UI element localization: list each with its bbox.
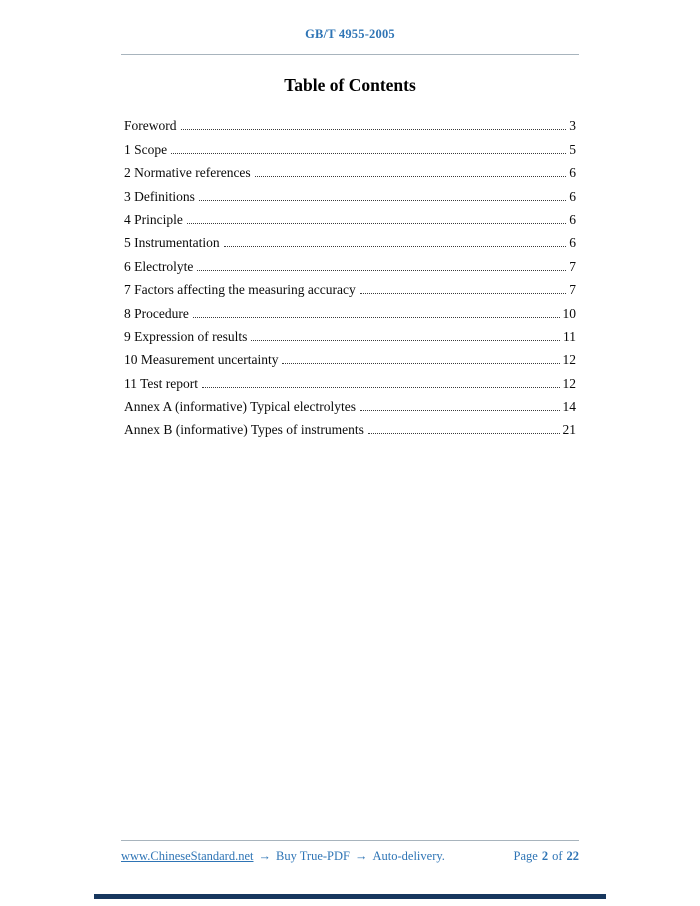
toc-entry-title: 4 Principle xyxy=(124,211,183,227)
toc-page-number: 10 xyxy=(562,305,576,321)
footer-divider xyxy=(121,840,579,841)
toc-entry-title: 8 Procedure xyxy=(124,305,189,321)
toc-leader-dots xyxy=(255,176,567,177)
toc-leader-dots xyxy=(251,340,560,341)
footer-page-indicator xyxy=(514,849,579,864)
header-divider xyxy=(121,54,579,55)
toc-leader-dots xyxy=(197,270,566,271)
toc-entry-title: 1 Scope xyxy=(124,141,168,157)
toc-entry-title: 6 Electrolyte xyxy=(124,258,194,274)
toc-page-number: 7 xyxy=(569,282,576,298)
toc-leader-dots xyxy=(224,246,567,247)
toc-row[interactable] xyxy=(124,134,576,157)
toc-row[interactable] xyxy=(124,322,576,345)
arrow-right-icon: → xyxy=(258,849,271,863)
footer-page-label: Page xyxy=(513,849,538,863)
toc-page-number: 14 xyxy=(562,399,576,415)
toc-leader-dots xyxy=(181,129,567,130)
toc-page-number: 21 xyxy=(562,422,576,438)
toc-leader-dots xyxy=(187,223,566,224)
toc-leader-dots xyxy=(360,293,566,294)
toc-row[interactable] xyxy=(124,415,576,438)
toc-page-number: 7 xyxy=(569,258,576,274)
toc-row[interactable] xyxy=(124,368,576,391)
toc-page-number: 12 xyxy=(562,352,576,368)
page-bottom-edge xyxy=(94,894,606,899)
footer-buy-text: Buy True-PDF xyxy=(276,849,350,863)
toc-entry-title: 3 Definitions xyxy=(124,188,195,204)
toc-page-number: 11 xyxy=(563,328,576,344)
toc-page-number: 6 xyxy=(569,188,576,204)
toc-list xyxy=(124,111,576,438)
toc-page-number: 6 xyxy=(569,235,576,251)
header-standard-code: GB/T 4955-2005 xyxy=(305,27,395,41)
toc-leader-dots xyxy=(199,200,566,201)
toc-entry-title: Annex A (informative) Typical electrolytes xyxy=(124,399,356,415)
toc-entry-title: 9 Expression of results xyxy=(124,328,248,344)
toc-row[interactable] xyxy=(124,228,576,251)
toc-leader-dots xyxy=(368,433,560,434)
toc-leader-dots xyxy=(202,387,559,388)
toc-entry-title: 10 Measurement uncertainty xyxy=(124,352,279,368)
toc-entry-title: 7 Factors affecting the measuring accuracy xyxy=(124,282,356,298)
toc-row[interactable] xyxy=(124,345,576,368)
toc-row[interactable] xyxy=(124,298,576,321)
toc-row[interactable] xyxy=(124,251,576,274)
toc-entry-title: 2 Normative references xyxy=(124,165,251,181)
toc-leader-dots xyxy=(171,153,566,154)
toc-page-number: 12 xyxy=(562,375,576,391)
toc-leader-dots xyxy=(193,317,560,318)
toc-row[interactable] xyxy=(124,392,576,415)
toc-row[interactable] xyxy=(124,181,576,204)
footer-delivery-text: Auto-delivery. xyxy=(372,849,445,863)
arrow-right-icon: → xyxy=(355,849,368,863)
page-title: Table of Contents xyxy=(284,75,416,95)
toc-entry-title: 11 Test report xyxy=(124,375,199,391)
toc-row[interactable] xyxy=(124,111,576,134)
footer-promo-line xyxy=(121,849,445,864)
toc-page-number: 3 xyxy=(569,118,576,134)
footer-site-link[interactable]: www.ChineseStandard.net xyxy=(121,849,254,863)
toc-entry-title: Annex B (informative) Types of instruments xyxy=(124,422,364,438)
toc-page-number: 6 xyxy=(569,211,576,227)
toc-row[interactable] xyxy=(124,158,576,181)
toc-row[interactable] xyxy=(124,275,576,298)
footer-page-number: 2 xyxy=(541,849,549,863)
footer-total-pages: 22 xyxy=(566,849,579,863)
toc-entry-title: Foreword xyxy=(124,118,177,134)
toc-row[interactable] xyxy=(124,205,576,228)
toc-leader-dots xyxy=(360,410,560,411)
toc-page-number: 6 xyxy=(569,165,576,181)
footer xyxy=(121,840,579,864)
toc-entry-title: 5 Instrumentation xyxy=(124,235,220,251)
toc-leader-dots xyxy=(282,363,559,364)
footer-of-label: of xyxy=(552,849,563,863)
toc-page-number: 5 xyxy=(569,141,576,157)
